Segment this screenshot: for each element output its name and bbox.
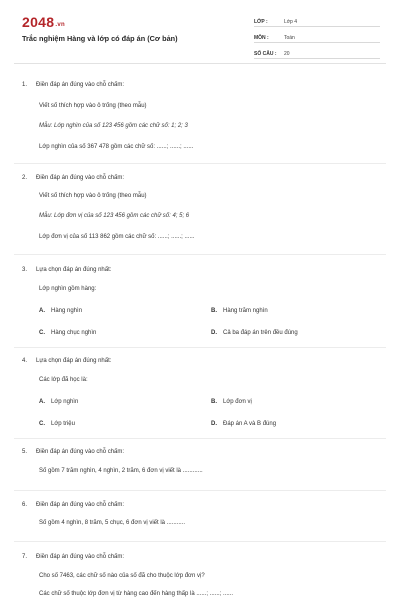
option-a[interactable]	[39, 308, 82, 314]
option-letter: D.	[211, 421, 217, 427]
question-number: 4.	[22, 358, 28, 364]
question-3	[22, 265, 382, 345]
meta-row-subject	[254, 31, 380, 43]
question-example: Mẫu: Lớp nghìn của số 123 456 gồm các chữ số: 1; 2; 3	[39, 123, 188, 129]
question-heading	[22, 552, 382, 562]
option-letter: A.	[39, 308, 45, 314]
question-heading	[22, 173, 382, 183]
question-heading	[22, 80, 382, 90]
answer-blank-line[interactable]: Lớp nghìn của số 367 478 gồm các chữ số: ......; ......; ......	[39, 144, 194, 150]
option-c[interactable]	[39, 330, 96, 336]
question-heading	[22, 447, 382, 457]
option-text: Lớp triệu	[51, 421, 75, 427]
question-divider	[14, 163, 386, 164]
question-4	[22, 356, 382, 436]
question-6	[22, 500, 382, 540]
option-letter: B.	[211, 399, 217, 405]
question-instruction: Điền đáp án đúng vào chỗ chấm:	[36, 502, 125, 508]
question-divider	[14, 490, 386, 491]
option-b[interactable]	[211, 399, 252, 405]
question-7	[22, 552, 382, 600]
question-divider	[14, 254, 386, 255]
answer-blank-line[interactable]: Số gồm 4 nghìn, 8 trăm, 5 chục, 6 đơn vị viết là ...........	[39, 520, 186, 526]
question-instruction: Lựa chọn đáp án đúng nhất:	[36, 267, 112, 273]
question-line: Viết số thích hợp vào ô trống (theo mẫu)	[39, 103, 147, 109]
question-number: 6.	[22, 502, 28, 508]
option-letter: A.	[39, 399, 45, 405]
option-text: Hàng chục nghìn	[51, 330, 97, 336]
document-meta	[254, 15, 380, 63]
question-prompt: Các lớp đã học là:	[39, 377, 88, 383]
option-a[interactable]	[39, 399, 78, 405]
header-divider	[14, 63, 386, 64]
question-number: 1.	[22, 82, 28, 88]
question-number: 7.	[22, 554, 28, 560]
option-d[interactable]	[211, 330, 298, 336]
question-instruction: Lựa chọn đáp án đúng nhất:	[36, 358, 112, 364]
question-number: 3.	[22, 267, 28, 273]
meta-value: 20	[284, 51, 290, 57]
site-logo[interactable]	[22, 14, 65, 30]
meta-label: SỐ CÂU :	[254, 51, 277, 57]
option-text: Lớp đơn vị	[223, 399, 252, 405]
option-text: Cả ba đáp án trên đều đúng	[223, 330, 298, 336]
meta-value: Toán	[284, 35, 295, 41]
question-instruction: Điền đáp án đúng vào chỗ chấm:	[36, 82, 125, 88]
option-c[interactable]	[39, 421, 75, 427]
document-header	[0, 0, 400, 62]
question-2	[22, 173, 382, 253]
option-b[interactable]	[211, 308, 268, 314]
question-prompt: Lớp nghìn gồm hàng:	[39, 286, 97, 292]
question-instruction: Điền đáp án đúng vào chỗ chấm:	[36, 175, 125, 181]
question-divider	[14, 438, 386, 439]
logo-suffix: .vn	[55, 22, 65, 28]
question-heading	[22, 500, 382, 510]
meta-label: LỚP :	[254, 19, 268, 25]
option-text: Đáp án A và B đúng	[223, 421, 277, 427]
option-letter: B.	[211, 308, 217, 314]
option-letter: C.	[39, 421, 45, 427]
question-line: Viết số thích hợp vào ô trống (theo mẫu)	[39, 193, 147, 199]
question-5	[22, 447, 382, 487]
question-example: Mẫu: Lớp đơn vị của số 123 456 gồm các chữ số: 4; 5; 6	[39, 213, 190, 219]
question-heading	[22, 265, 382, 275]
meta-label: MÔN :	[254, 35, 269, 41]
option-text: Hàng trăm nghìn	[223, 308, 268, 314]
question-instruction: Điền đáp án đúng vào chỗ chấm:	[36, 554, 125, 560]
question-divider	[14, 541, 386, 542]
meta-value: Lớp 4	[284, 19, 298, 25]
question-heading	[22, 356, 382, 366]
meta-row-question-count	[254, 47, 380, 59]
answer-blank-line[interactable]: Lớp đơn vị của số 113 862 gồm các chữ số: ......; ......; ......	[39, 234, 195, 240]
question-number: 5.	[22, 449, 28, 455]
option-letter: D.	[211, 330, 217, 336]
question-instruction: Điền đáp án đúng vào chỗ chấm:	[36, 449, 125, 455]
logo-text: 2048	[22, 14, 55, 30]
meta-row-class	[254, 15, 380, 27]
question-divider	[14, 347, 386, 348]
question-1	[22, 80, 382, 160]
answer-blank-line[interactable]: Số gồm 7 trăm nghìn, 4 nghìn, 2 trăm, 6 đơn vị viết là ............	[39, 468, 203, 474]
question-prompt: Cho số 7463, các chữ số nào của số đã cho thuộc lớp đơn vị?	[39, 573, 205, 579]
option-text: Lớp nghìn	[51, 399, 79, 405]
answer-blank-line[interactable]: Các chữ số thuộc lớp đơn vị từ hàng cao đến hàng thấp là ......; ......; ......	[39, 591, 234, 597]
option-text: Hàng nghìn	[51, 308, 83, 314]
question-number: 2.	[22, 175, 28, 181]
option-d[interactable]	[211, 421, 276, 427]
document-title: Trắc nghiệm Hàng và lớp có đáp án (Cơ bản)	[22, 34, 178, 43]
option-letter: C.	[39, 330, 45, 336]
